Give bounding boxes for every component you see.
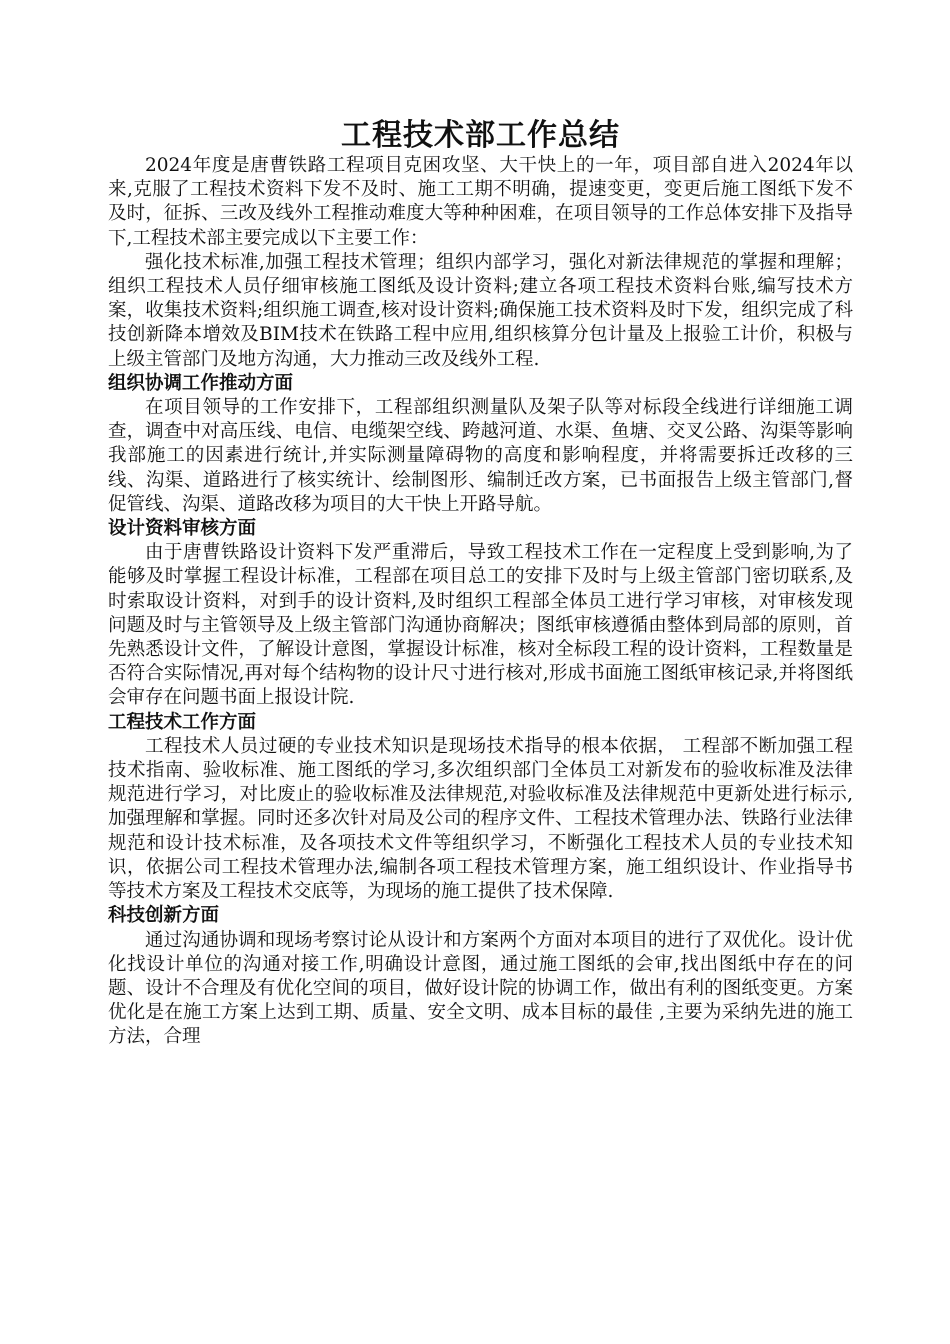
section-heading-coordination: 组织协调工作推动方面 xyxy=(108,372,294,394)
section-heading-design-review: 设计资料审核方面 xyxy=(108,518,257,540)
intro-paragraph: 2024年度是唐曹铁路工程项目克困攻坚、大干快上的一年，项目部自进入2024年以来,克服了工程技术资料下发不及时、施工工期不明确，提速变更，变更后施工图纸下发不及时，征拆、三改及线外工程推动难度大等种种困难，在项目领导的工作总体安排下及指导下,工程技术部主要完成以下主要工作： xyxy=(108,155,853,249)
section-heading-technical-work: 工程技术工作方面 xyxy=(108,711,257,733)
section-heading-innovation: 科技创新方面 xyxy=(108,905,220,927)
document-body xyxy=(108,118,853,1050)
section-body-coordination: 在项目领导的工作安排下，工程部组织测量队及架子队等对标段全线进行详细施工调查，调查中对高压线、电信、电缆架空线、跨越河道、水渠、鱼塘、交叉公路、沟渠等影响我部施工的因素进行统计,并实际测量障碍物的高度和影响程度，并将需要拆迁改移的三线、沟渠、道路进行了核实统计、绘制图形、编制迁改方案，已书面报告上级主管部门,督促管线、沟渠、道路改移为项目的大干快上开路导航。 xyxy=(108,397,853,515)
section-body-technical-work: 工程技术人员过硬的专业技术知识是现场技术指导的根本依据， 工程部不断加强工程技术指南、验收标准、施工图纸的学习,多次组织部门全体员工对新发布的验收标准及法律规范进行学习，对比废止的验收标准及法律规范,对验收标准及法律规范中更新处进行标示,加强理解和掌握。同时还多次针对局及公司的程序文件、工程技术管理办法、铁路行业法律规范和设计技术标准，及各项技术文件等组织学习，不断强化工程技术人员的专业技术知识，依据公司工程技术管理办法,编制各项工程技术管理方案，施工组织设计、作业指导书等技术方案及工程技术交底等，为现场的施工提供了技术保障. xyxy=(108,735,853,903)
section-body-innovation: 通过沟通协调和现场考察讨论从设计和方案两个方面对本项目的进行了双优化。设计优化找设计单位的沟通对接工作,明确设计意图，通过施工图纸的会审,找出图纸中存在的问题、设计不合理及有优化空间的项目，做好设计院的协调工作，做出有利的图纸变更。方案优化是在施工方案上达到工期、质量、安全文明、成本目标的最佳 ,主要为采纳先进的施工方法，合理 xyxy=(108,929,853,1048)
section-body-design-review: 由于唐曹铁路设计资料下发严重滞后，导致工程技术工作在一定程度上受到影响,为了能够及时掌握工程设计标准，工程部在项目总工的安排下及时与上级主管部门密切联系,及时索取设计资料，对到手的设计资料,及时组织工程部全体员工进行学习审核，对审核发现问题及时与主管领导及上级主管部门沟通协商解决；图纸审核遵循由整体到局部的原则，首先熟悉设计文件，了解设计意图，掌握设计标准，核对全标段工程的设计资料，工程数量是否符合实际情况,再对每个结构物的设计尺寸进行核对,形成书面施工图纸审核记录,并将图纸会审存在问题书面上报设计院. xyxy=(108,542,853,709)
document-title: 工程技术部工作总结 xyxy=(341,118,620,153)
summary-paragraph: 强化技术标准,加强工程技术管理；组织内部学习，强化对新法律规范的掌握和理解；组织工程技术人员仔细审核施工图纸及设计资料;建立各项工程技术资料台账,编写技术方案，收集技术资料;组织施工调查,核对设计资料;确保施工技术资料及时下发，组织完成了科技创新降本增效及BIM技术在铁路工程中应用,组织核算分包计量及上报验工计价，积极与上级主管部门及地方沟通，大力推动三改及线外工程. xyxy=(108,251,853,370)
